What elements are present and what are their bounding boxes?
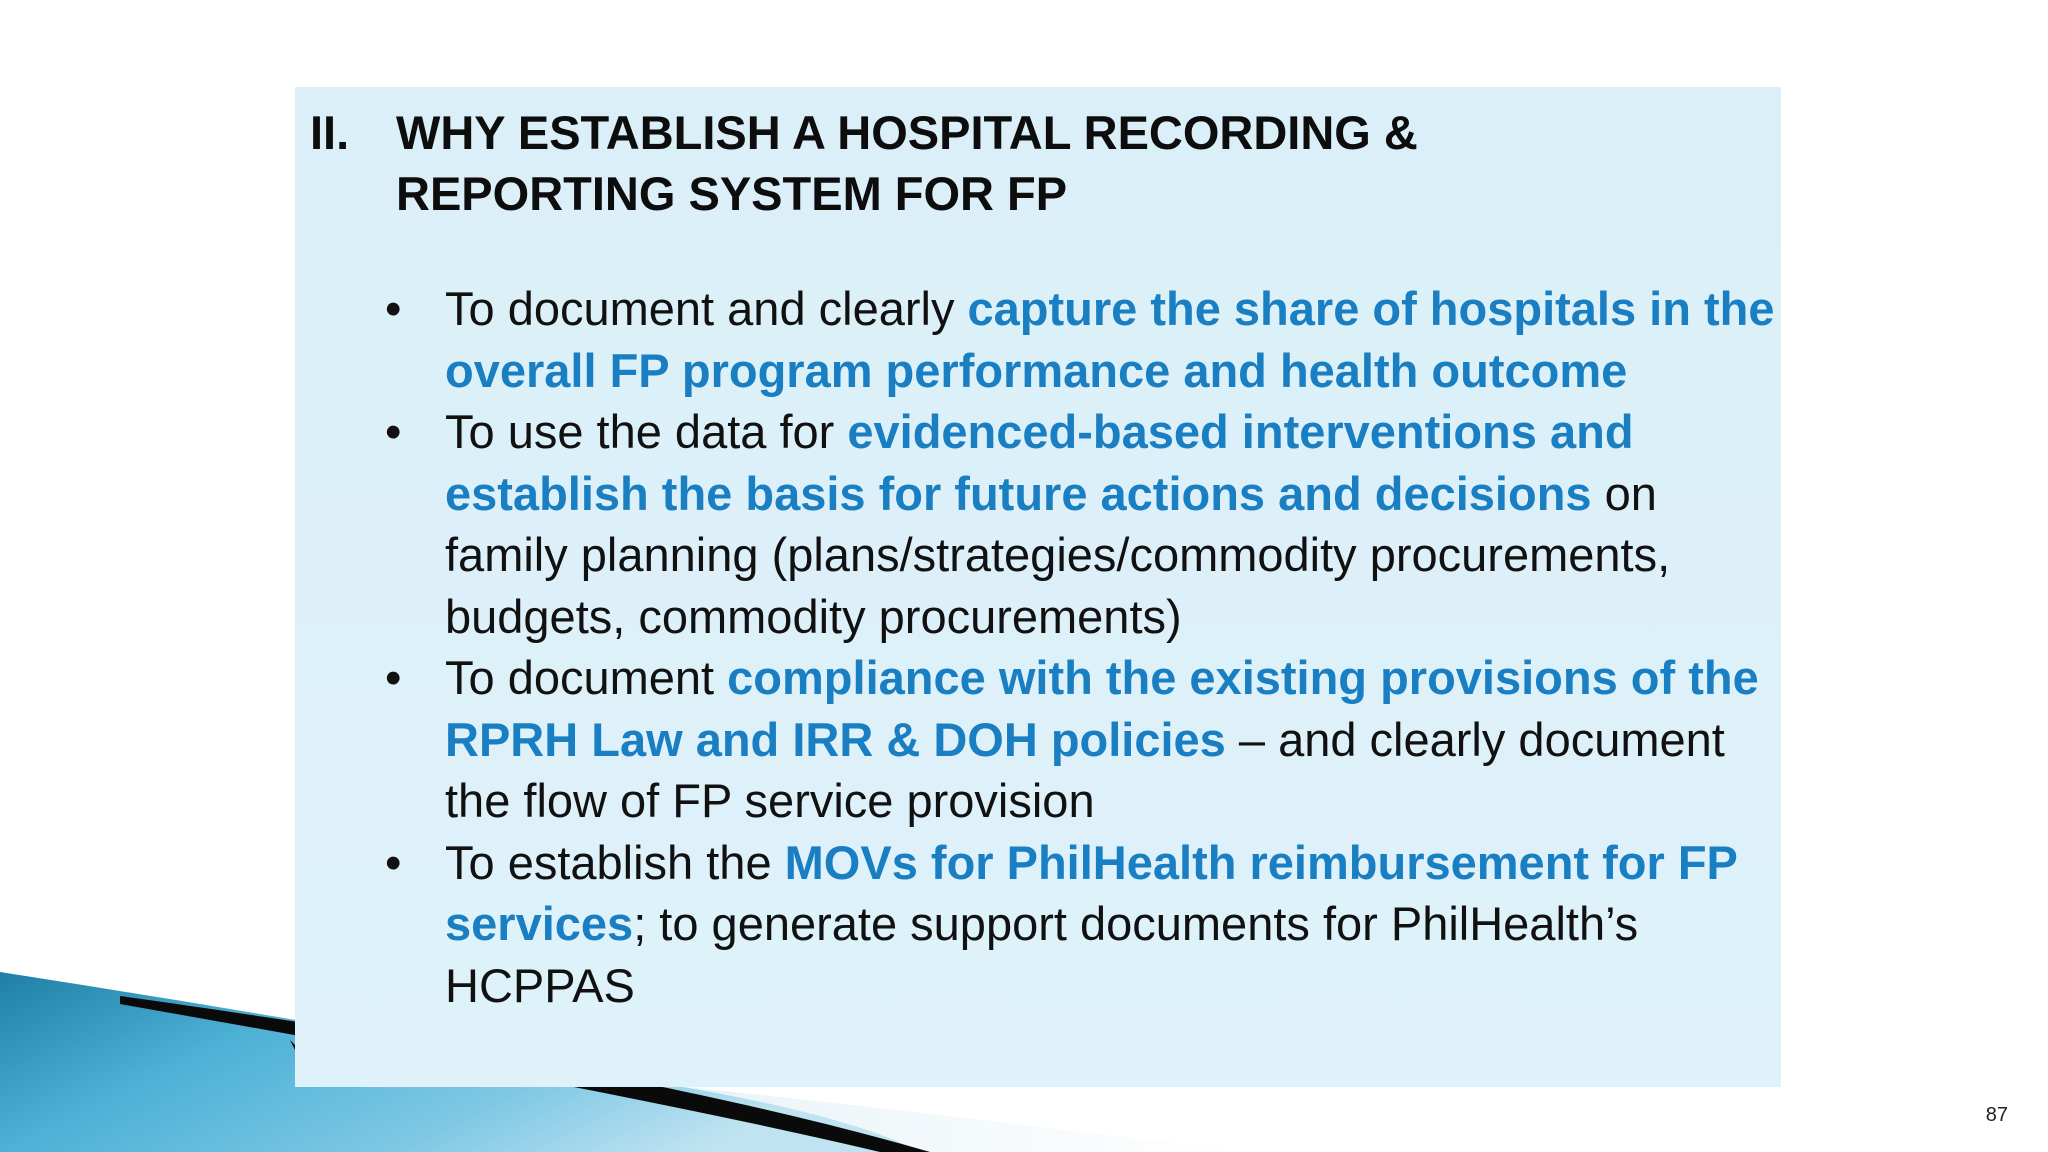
heading-text [396, 102, 1710, 224]
bullet-item [385, 278, 1775, 401]
bullet-highlight-text: MOVs for PhilHealth reimbursement for FP services [445, 835, 1738, 950]
bullet-list [385, 278, 1775, 1016]
heading-number: II. [310, 106, 350, 159]
bullet-lead-text: To document and clearly [445, 282, 968, 335]
bullet-highlight-text: evidenced-based interventions and establish the basis for future actions and decisions [445, 405, 1634, 520]
bullet-dot-icon: • [385, 835, 402, 889]
page-number: 87 [1985, 1104, 2008, 1126]
bullet-lead-text: To use the data for [445, 405, 848, 458]
bullet-dot-icon: • [385, 651, 402, 704]
bullet-lead-text: To document [445, 651, 728, 704]
bullet-item [385, 832, 1775, 1017]
bullet-dot-icon: • [385, 282, 402, 335]
bullet-item [385, 401, 1775, 647]
slide-heading [310, 102, 1710, 224]
bullet-dot-icon: • [385, 405, 402, 458]
heading-line-2: REPORTING SYSTEM FOR FP [396, 167, 1068, 220]
bullet-highlight-text: capture the share of hospitals in the overall FP program performance and health outcome [445, 282, 1775, 397]
bullet-tail-text: on family planning (plans/strategies/commodity procurements, budgets, commodity procurements) [445, 466, 1671, 643]
bullet-highlight-text: compliance with the existing provisions of the RPRH Law and IRR & DOH policies [445, 651, 1759, 766]
bullet-item [385, 647, 1775, 832]
bullet-lead-text: To establish the [445, 835, 785, 889]
heading-line-1: WHY ESTABLISH A HOSPITAL RECORDING & [396, 106, 1418, 159]
bullet-tail-text: – and clearly document the flow of FP service provision [445, 712, 1725, 827]
bullet-tail-text: ; to generate support documents for PhilHealth’s HCPPAS [445, 897, 1639, 1012]
